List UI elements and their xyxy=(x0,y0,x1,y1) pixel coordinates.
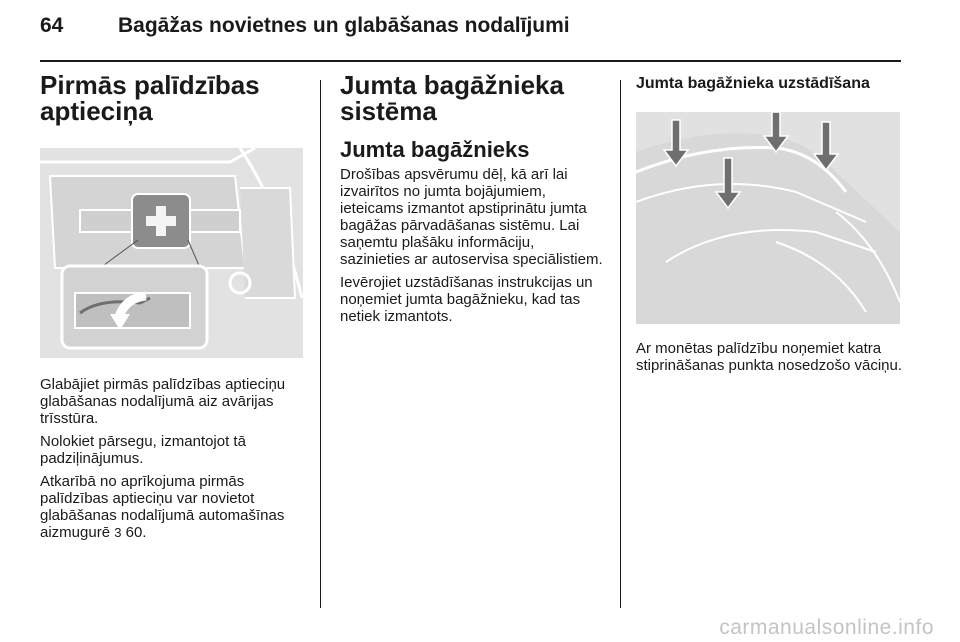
first-aid-paragraph-1: Glabājiet pirmās palīdzības aptieciņu glabāšanas nodalījumā aiz avārijas trīsstūra. xyxy=(40,376,286,427)
header-rule xyxy=(40,60,901,62)
first-aid-heading: Pirmās palīdzības aptieciņa xyxy=(40,70,260,126)
column-divider-1 xyxy=(320,80,321,608)
running-title: Bagāžas novietnes un glabāšanas nodalījumi xyxy=(118,14,570,37)
roof-rack-system-heading: Jumta bagāžnieka sistēma xyxy=(340,70,564,126)
column-roof-rack-fitting xyxy=(636,72,902,380)
roof-drawing xyxy=(636,112,900,324)
watermark-text: carmanualsonline.info xyxy=(719,616,934,639)
roof-rack-fitting-paragraph: Ar monētas palīdzību noņemiet katra stiprināšanas punkta nosedzošo vāciņu. xyxy=(636,340,903,374)
roof-rack-fitting-heading: Jumta bagāžnieka uzstādīšana xyxy=(636,75,870,92)
roof-rack-paragraph-1: Drošības apsvērumu dēļ, kā arī lai izvairītos no jumta bojājumiem, ieteicams izmantot apstiprinātu jumta bagāžas pārvadāšanas sistēmu. Lai saņemtu plašāku informāciju, sazinieties ar autoservisa speciālistiem. xyxy=(340,166,603,268)
first-aid-kit-drawing xyxy=(40,148,303,358)
column-first-aid xyxy=(40,72,305,547)
roof-attachment-points-illustration xyxy=(636,112,900,324)
first-aid-kit-illustration xyxy=(40,148,303,358)
page-reference-arrow-icon: 3 xyxy=(114,525,122,540)
roof-rack-paragraph-2: Ievērojiet uzstādīšanas instrukcijas un noņemiet jumta bagāžnieku, kad tas netiek izmantots. xyxy=(340,274,593,325)
roof-rack-subheading: Jumta bagāžnieks xyxy=(340,137,530,162)
column-divider-2 xyxy=(620,80,621,608)
page-reference-link[interactable]: 60. xyxy=(125,524,147,541)
first-aid-paragraph-2: Nolokiet pārsegu, izmantojot tā padziļinājumus. xyxy=(40,433,246,467)
page-number: 64 xyxy=(40,14,64,37)
page-header xyxy=(40,14,900,44)
first-aid-paragraph-3 xyxy=(40,473,305,541)
column-roof-rack-system xyxy=(340,72,608,331)
first-aid-paragraph-3-text: Atkarībā no aprīkojuma pirmās palīdzības aptieciņu var novietot glabāšanas nodalījumā automašīnas aizmugurē xyxy=(40,473,285,541)
